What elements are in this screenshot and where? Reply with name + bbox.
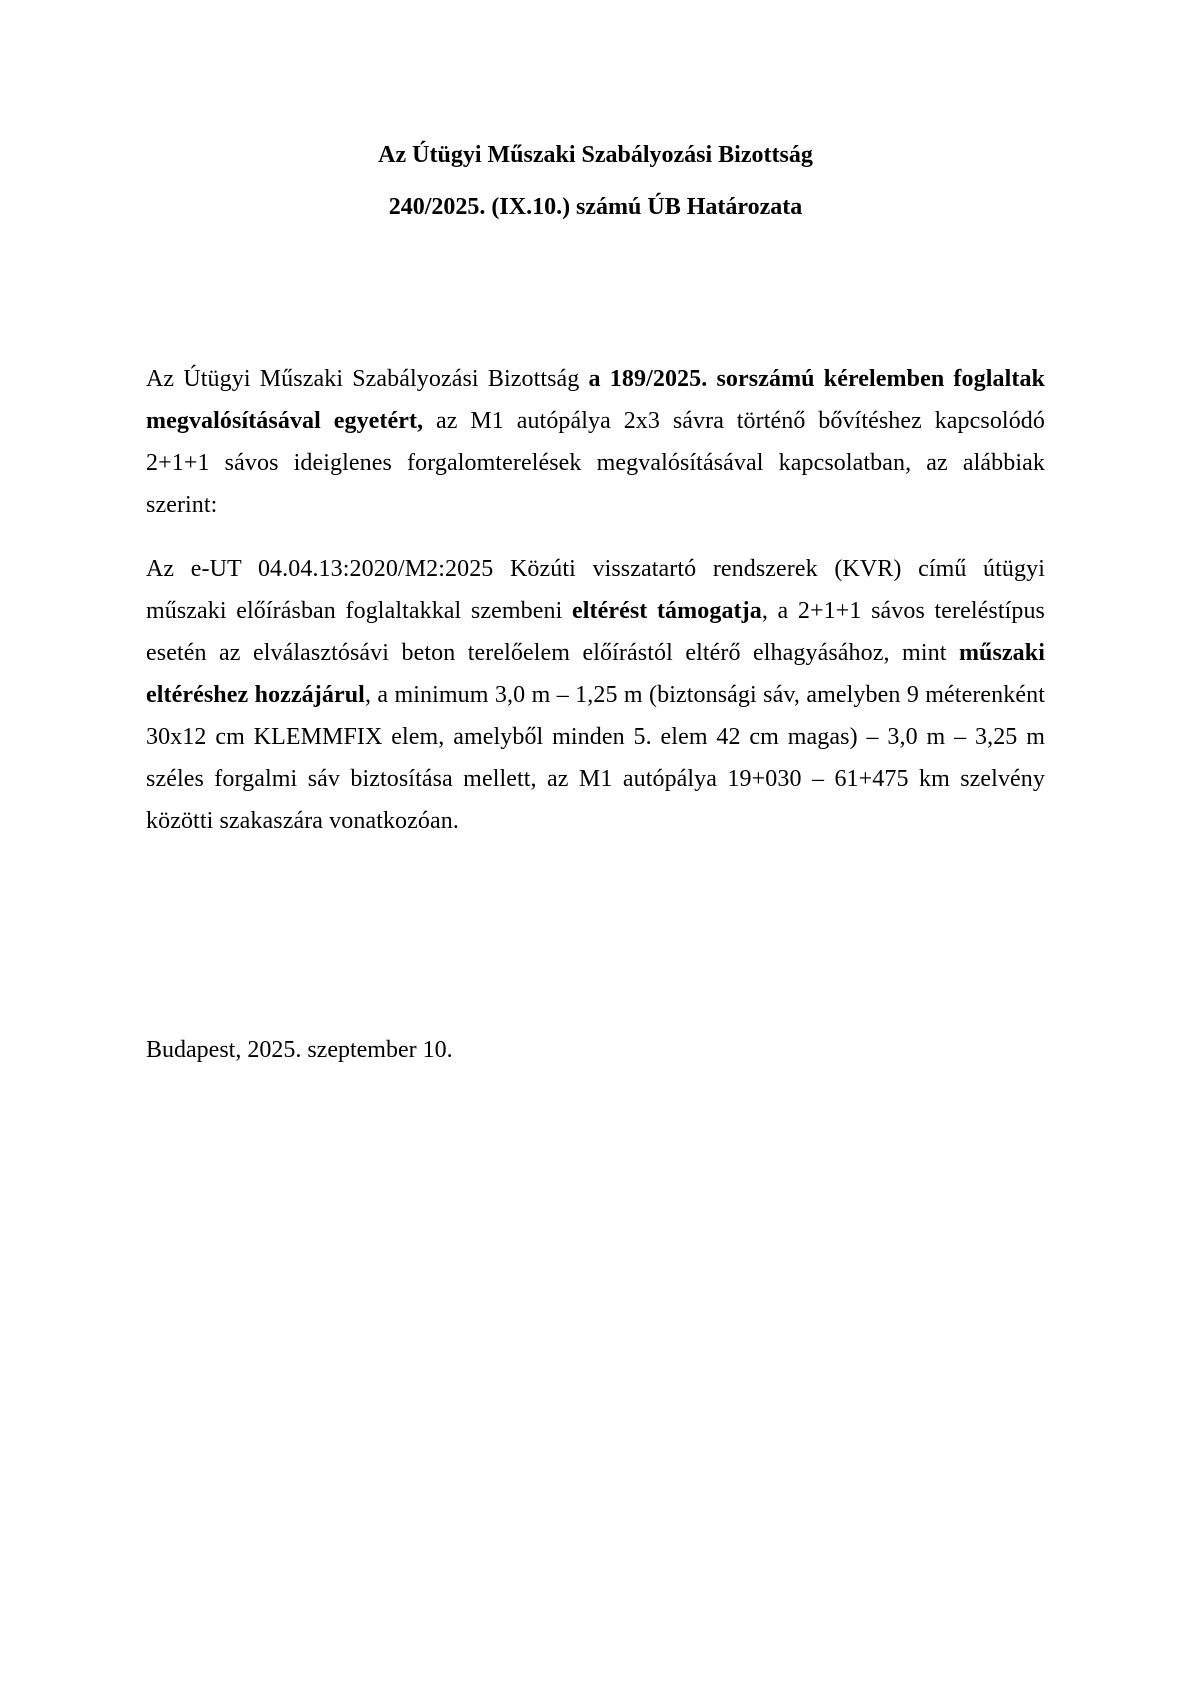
paragraph-deviation-text-regular-2: , a 2+1+1 sávos tereléstípus esetén az elválasztósávi beton terelőelem előírástól eltérő elhagyásához, mint <box>146 598 1045 666</box>
paragraph-decision-text-regular-2: az M1 autópálya 2x3 sávra történő bővítéshez kapcsolódó 2+1+1 sávos ideiglenes forgalomterelések megvalósításával kapcsolatban, az alábbiak szerint: <box>146 408 1046 518</box>
paragraph-decision-text-regular-1: Az Útügyi Műszaki Szabályozási Bizottság <box>146 366 589 392</box>
paragraph-decision <box>146 358 1045 526</box>
date-line: Budapest, 2025. szeptember 10. <box>146 1037 453 1063</box>
paragraph-deviation-text-bold-1: eltérést támogatja <box>571 598 762 624</box>
document-title-line-2: 240/2025. (IX.10.) számú ÚB Határozata <box>388 194 803 220</box>
paragraph-deviation-text-regular-1: Az e-UT 04.04.13:2020/M2:2025 Közúti visszatartó rendszerek (KVR) című útügyi műszaki előírásban foglaltakkal szembeni <box>146 556 1045 624</box>
paragraph-deviation-text-regular-3: , a minimum 3,0 m – 1,25 m (biztonsági sáv, amelyben 9 méterenként 30x12 cm KLEMMFIX elem, amelyből minden 5. elem 42 cm magas) – 3,0 m – 3,25 m széles forgalmi sáv biztosítása mellett, az M1 autópálya 19+030 – 61+475 km szelvény közötti szakaszára vonatkozóan. <box>146 682 1045 834</box>
document-title-line-1: Az Útügyi Műszaki Szabályozási Bizottság <box>378 142 813 168</box>
document-title-block <box>146 0 1045 222</box>
paragraph-deviation-text-bold-2: műszaki eltéréshez hozzájárul <box>146 640 1045 708</box>
paragraph-decision-text-bold: a 189/2025. sorszámú kérelemben foglaltak megvalósításával egyetért, <box>146 366 1045 434</box>
paragraph-deviation <box>146 548 1045 842</box>
